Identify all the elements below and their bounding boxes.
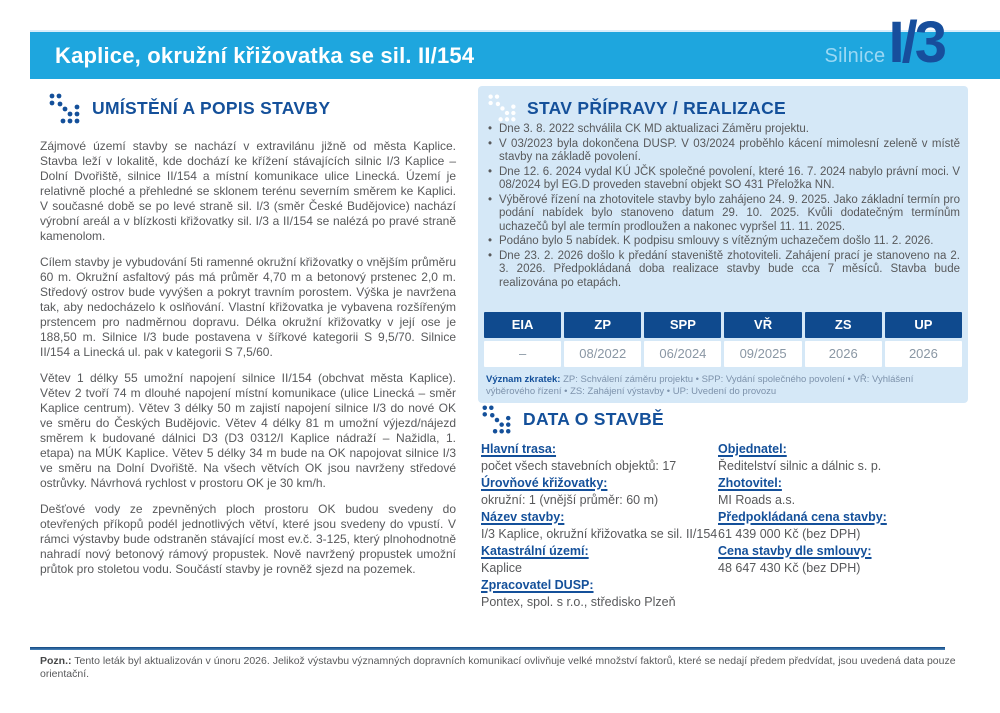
data-item (481, 440, 718, 474)
status-heading-text: STAV PŘÍPRAVY / REALIZACE (527, 97, 787, 118)
data-item-label: Zpracovatel DUSP: (481, 578, 594, 592)
data-item-value: 61 439 000 Kč (bez DPH) (718, 527, 861, 541)
data-item-value: okružní: 1 (vnější průměr: 60 m) (481, 493, 659, 507)
milestone-header-cell: ZP (564, 312, 641, 338)
status-bullet: • Dne 23. 2. 2026 došlo k předání staveniště zhotoviteli. Zahájení prací je stanoveno na 2. 3. 2026. Předpokládaná doba realizace stavby bude cca 7 měsíců. Stavba bude realizována po etapách. (488, 250, 960, 291)
data-item-label: Objednatel: (718, 442, 787, 456)
milestone-value-cell: 09/2025 (724, 341, 801, 367)
status-bullet: • Výběrové řízení na zhotovitele stavby bylo zahájeno 24. 9. 2025. Jako základní termín pro podání nabídek bylo stanoveno datum 29. 10. 2025. Kvůli dodatečným termínům uchazečů byl ale termín prodloužen a nakonec vypršel 11. 11. 2025. (488, 194, 960, 235)
dotted-arrow-icon (481, 404, 512, 435)
data-item-label: Zhotovitel: (718, 476, 782, 490)
data-item-value: Kaplice (481, 561, 522, 575)
dotted-arrow-icon (48, 92, 81, 125)
milestone-value-cell: 06/2024 (644, 341, 721, 367)
data-item-label: Cena stavby dle smlouvy: (718, 544, 872, 558)
status-bullet: • Dne 3. 8. 2022 schválila CK MD aktualizaci Záměru projektu. (488, 123, 960, 137)
data-item (481, 474, 718, 508)
milestones-table (484, 312, 962, 367)
page-title: Kaplice, okružní křižovatka se sil. II/154 (55, 43, 475, 68)
dotted-arrow-icon (487, 93, 517, 123)
milestone-header-cell: SPP (644, 312, 721, 338)
road-number-logo: I/3 (888, 10, 944, 75)
status-bullet-list (488, 123, 960, 291)
location-heading-text: UMÍSTĚNÍ A POPIS STAVBY (92, 98, 331, 118)
data-item (481, 508, 718, 542)
footer-note-label: Pozn.: (40, 655, 72, 667)
status-bullet: • V 03/2023 byla dokončena DUSP. V 03/2024 proběhlo kácení mimolesní zeleně v místě stavby na základě povolení. (488, 138, 960, 165)
data-item-value: počet všech stavebních objektů: 17 (481, 459, 677, 473)
legend-text: ZP: Schválení záměru projektu • SPP: Vydání společného povolení • VŘ: Vyhlášení výběrového řízení • ZS: Zahájení výstavby • UP: Uvedení do provozu (486, 374, 914, 397)
data-item-value: 48 647 430 Kč (bez DPH) (718, 561, 861, 575)
data-section-heading (481, 404, 664, 435)
location-description (40, 139, 456, 588)
data-item (481, 576, 718, 610)
data-item-label: Úrovňové křižovatky: (481, 476, 608, 490)
location-paragraph: Zájmové území stavby se nachází v extravilánu jižně od města Kaplice. Stavba leží v lokalitě, kde dochází ke křížení stávajících silnic I/3 Kaplice – Dolní Dvořiště, silnice II/154 a místní komunikace ulice Linecká. Území je relativně ploché a přehledné se sklonem terénu severním směrem ke Kaplici. V současné době se po levé straně sil. I/3 (směr České Budějovice) nachází výrobní areál a v blízkosti křižovatky sil. I/3 a II/154 se nalézá po pravé straně kamenolom. (40, 139, 456, 243)
status-panel (478, 86, 968, 403)
data-item (718, 474, 968, 508)
status-section-heading (487, 93, 786, 123)
brand-prefix-label: Silnice (824, 45, 886, 67)
data-item-label: Předpokládaná cena stavby: (718, 510, 887, 524)
data-item-label: Hlavní trasa: (481, 442, 557, 456)
data-heading-text: DATA O STAVBĚ (523, 409, 664, 429)
milestone-value-cell: 2026 (885, 341, 962, 367)
footer-note (40, 655, 970, 681)
location-paragraph: Větev 1 délky 55 umožní napojení silnice II/154 (obchvat města Kaplice). Větev 2 tvoří 74 m dlouhé napojení místní komunikace (ulice Linecká – směr Kaplice centrum). Větev 3 délky 50 m zajistí napojení silnice I/3 do nové OK ve směru do Českých Budějovic. Větev 4 délky 81 m umožní výjezd/nájezd směrem k budované dálnici D3 (D3 0312/I Kaplice nádraží – Nažidla, 1. etapa) na MÚK Kaplice. Větev 5 délky 34 m bude na OK napojovat silnice I/3 ve směru na Dolní Dvořiště. Na všech větvích OK jsou navrženy středové ostrůvky. Návrhová rychlost v prostoru OK je 30 km/h. (40, 371, 456, 490)
footer-divider (30, 647, 945, 650)
milestone-header-cell: VŘ (724, 312, 801, 338)
data-item (718, 440, 968, 474)
data-item-value: Pontex, spol. s r.o., středisko Plzeň (481, 595, 676, 609)
status-bullet: • Dne 12. 6. 2024 vydal KÚ JČK společné povolení, které 16. 7. 2024 nabylo právní moci. V 08/2024 byl EG.D proveden stavební objekt SO 431 Přeložka NN. (488, 166, 960, 193)
milestone-value-cell: 08/2022 (564, 341, 641, 367)
legend-label: Význam zkratek: (486, 374, 561, 385)
abbreviations-legend (486, 374, 960, 397)
location-paragraph: Cílem stavby je vybudování 5ti ramenné okružní křižovatky o vnějším průměru 60 m. Okružní asfaltový pás má průměr 4,70 m a betonový prstenec 2,0 m. Středový ostrov bude vyvýšen a pokryt travním porostem. Výška je navržena tak, aby nedocházelo k oslňování. Vlastní křižovatka je vybavena rozšířeným prstencem pro nadměrnou dopravu. Délka okružní křižovatky v její ose je 188,50 m. Silnice I/3 bude postavena v šířkové kategorii S 9,5/70. Silnice II/154 a Linecká ul. pak v kategorii S 7,5/60. (40, 255, 456, 359)
milestone-header-cell: EIA (484, 312, 561, 338)
milestone-value-cell: 2026 (805, 341, 882, 367)
data-column-left (481, 440, 718, 610)
location-paragraph: Dešťové vody ze zpevněných ploch prostoru OK budou svedeny do otevřených příkopů podél jednotlivých větví, které jsou svedeny do vpustí. V rámci výstavby bude odstraněn stávající most ev.č. 3-125, který plnohodnotně nahradí nový betonový rámový propustek. Nově navržený propustek umožní průtok pro stoletou vodu. Součástí stavby je rovněž sjezd na pozemek. (40, 502, 456, 576)
footer-note-text: Tento leták byl aktualizován v únoru 2026. Jelikož výstavbu významných dopravních komunikací ovlivňuje velké množství faktorů, které se nedají předem předvídat, jsou uvedená data pouze orientační. (40, 655, 956, 680)
data-item-value: MI Roads a.s. (718, 493, 796, 507)
data-item (718, 508, 968, 542)
milestone-header-cell: UP (885, 312, 962, 338)
data-item-value: Ředitelství silnic a dálnic s. p. (718, 459, 882, 473)
location-section-heading (48, 92, 330, 125)
data-item (718, 542, 968, 576)
data-item-label: Katastrální území: (481, 544, 589, 558)
silnice-road-logo (824, 12, 944, 74)
milestone-header-cell: ZS (805, 312, 882, 338)
milestone-value-cell: – (484, 341, 561, 367)
status-bullet: • Podáno bylo 5 nabídek. K podpisu smlouvy s vítězným uchazečem došlo 11. 2. 2026. (488, 235, 960, 249)
data-item (481, 542, 718, 576)
data-item-label: Název stavby: (481, 510, 565, 524)
data-item-value: I/3 Kaplice, okružní křižovatka se sil. II/154 (481, 527, 718, 541)
data-column-right (718, 440, 968, 576)
